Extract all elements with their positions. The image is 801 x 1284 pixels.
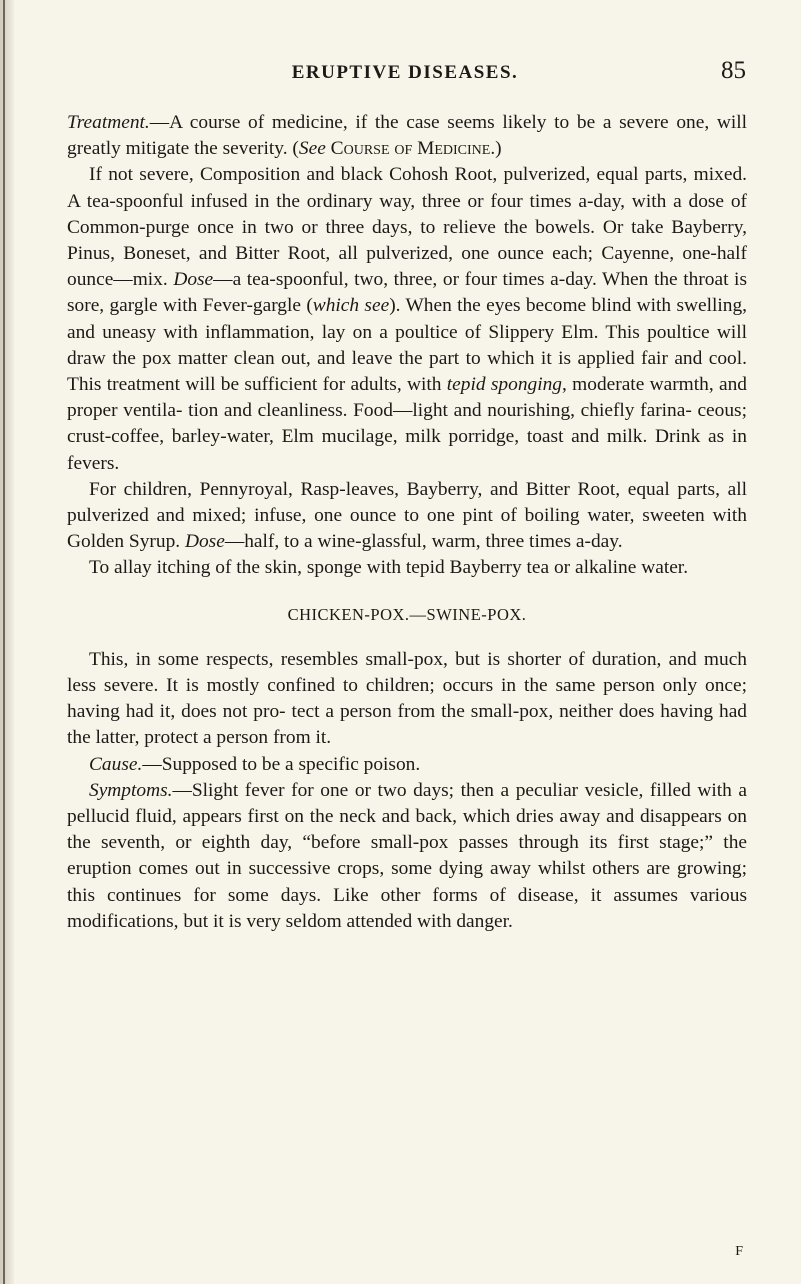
severe-text-a: If not severe, Composition and black Cohosh Root, pulverized, equal parts, mixed. A tea-spoonful infused in the ordinary way, three or four times a-day, with a dose of Common-purge once in two or three days, to relieve the bowels. Or take Bayberry, Pinus, Boneset, and Bitter Root, all pulverized, one ounce each; Cayenne, one-half ounce—mix. (67, 164, 747, 291)
running-title: ERUPTIVE DISEASES. (291, 62, 519, 83)
treatment-label: Treatment. (67, 112, 150, 133)
page-header (60, 57, 750, 92)
paragraph-symptoms (67, 778, 747, 935)
cause-text: —Supposed to be a specific poison. (142, 753, 421, 775)
dose-label: Dose (173, 269, 214, 291)
children-text-b: —half, to a wine-glassful, warm, three times a-day. (224, 531, 623, 553)
which-see-label: which see (312, 295, 390, 317)
severe-text-d: , moderate warmth, and proper ventila- tion and cleanliness. Food—light and nourishing, chiefly farina- ceous; crust-coffee, barley-water, Elm mucilage, milk porridge, toast and milk. Drink as in fevers. (67, 374, 747, 474)
children-dose-label: Dose (184, 531, 225, 553)
paragraph-treatment (67, 110, 747, 162)
section-heading: CHICKEN-POX.—SWINE-POX. (287, 604, 527, 624)
treatment-text: —A course of medicine, if the case seems likely to be a severe one, will greatly mitigate the severity. ( (67, 112, 747, 160)
page-number: 85 (721, 57, 746, 84)
symptoms-text: —Slight fever for one or two days; then a peculiar vesicle, filled with a pellucid fluid, appears first on the neck and back, which dries away and disappears on the seventh, or eighth day, “before small-pox passes through its first stage;” the eruption comes out in successive crops, some dying away whilst others are growing; this continues for some days. Like other forms of disease, it assumes various modifications, but it is very seldom attended with danger. (67, 779, 747, 932)
paragraph-itching: To allay itching of the skin, sponge with tepid Bayberry tea or alkaline water. (89, 557, 689, 579)
paragraph-chicken-pox-intro: This, in some respects, resembles small-pox, but is shorter of duration, and much less severe. It is mostly confined to children; occurs in the same person only once; having had it, does not pro- tect a person from the small-pox, neither does having had the latter, protect a person from it. (67, 648, 747, 749)
severe-text-b: —a tea-spoonful, two, three, or four times a-day. When the throat is sore, gargle with Fever-gargle ( (67, 269, 747, 317)
signature-mark: F (735, 1244, 743, 1259)
cause-label: Cause. (89, 753, 143, 775)
treatment-text-end: ) (495, 138, 502, 160)
binding-edge (3, 0, 5, 1284)
children-text-a: For children, Pennyroyal, Rasp-leaves, Bayberry, and Bitter Root, equal parts, all pulverized and mixed; infuse, one ounce to one pint of boiling water, sweeten with Golden Syrup. (67, 478, 747, 553)
tepid-sponging-label: tepid sponging (446, 374, 562, 396)
symptoms-label: Symptoms. (89, 779, 173, 801)
see-label: See (298, 138, 326, 160)
page-body (67, 110, 747, 935)
paragraph-children (67, 477, 747, 556)
severe-text-c: ). When the eyes become blind with swelling, and uneasy with inflammation, lay on a poultice of Slippery Elm. This poultice will draw the pox matter clean out, and leave the part to which it is applied fair and cool. This treatment will be sufficient for adults, with (67, 295, 748, 396)
paragraph-cause (67, 752, 747, 778)
paragraph-if-not-severe (67, 162, 747, 476)
course-of-medicine-ref: Course of Medicine. (330, 138, 496, 160)
